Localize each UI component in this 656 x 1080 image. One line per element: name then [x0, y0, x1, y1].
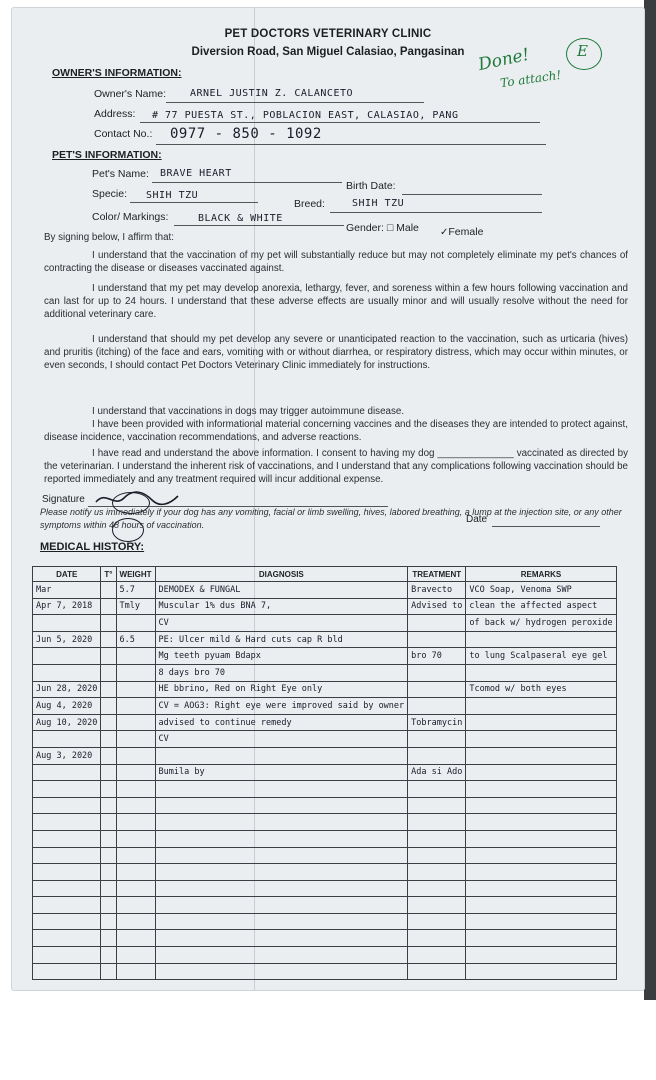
temperature-cell [101, 814, 116, 831]
clinic-address: Diversion Road, San Miguel Calasiao, Pangasinan [191, 46, 465, 58]
remarks-cell [466, 664, 616, 681]
treatment-cell [408, 930, 466, 947]
table-row [33, 681, 617, 698]
diagnosis-cell [155, 913, 408, 930]
treatment-cell: Bravecto [408, 582, 466, 599]
remarks-cell [466, 781, 616, 798]
temperature-cell [101, 930, 116, 947]
table-row [33, 880, 617, 897]
treatment-cell: bro 70 [408, 648, 466, 665]
remarks-cell [466, 797, 616, 814]
diagnosis-cell [155, 864, 408, 881]
weight-cell [116, 830, 155, 847]
table-row [33, 582, 617, 599]
treatment-cell [408, 747, 466, 764]
circled-letter: E [577, 42, 588, 60]
remarks-cell: of back w/ hydrogen peroxide [466, 615, 616, 632]
consent-intro: By signing below, I affirm that: [44, 232, 174, 243]
address-line [140, 122, 540, 123]
table-row [33, 747, 617, 764]
diagnosis-cell: Muscular 1% dus BNA 7, [155, 598, 408, 615]
species-value: SHIH TZU [146, 190, 199, 201]
weight-cell [116, 814, 155, 831]
temperature-cell [101, 864, 116, 881]
medical-history-title: MEDICAL HISTORY: [40, 541, 145, 553]
table-row [33, 797, 617, 814]
treatment-cell [408, 681, 466, 698]
diagnosis-cell: Mg teeth pyuam Bdapx [155, 648, 408, 665]
remarks-cell [466, 947, 616, 964]
table-row [33, 930, 617, 947]
breed-value: SHIH TZU [352, 198, 405, 209]
date-cell [33, 615, 101, 632]
treatment-cell: Ada si Ado [408, 764, 466, 781]
notify-instructions: Please notify us immediately if your dog has any vomiting, facial or limb swelling, hives, labored breathing, a lump at the injection site, or any other symptoms within 48 hours of vaccination. [40, 507, 622, 530]
medical-history-table [32, 566, 617, 980]
temperature-cell [101, 847, 116, 864]
breed-label: Breed: [294, 198, 325, 210]
diagnosis-header: DIAGNOSIS [155, 567, 408, 582]
diagnosis-cell: CV [155, 731, 408, 748]
table-row [33, 615, 617, 632]
date-label: Date [466, 514, 488, 525]
scan-edge [644, 0, 656, 1000]
temperature-cell [101, 913, 116, 930]
date-cell [33, 864, 101, 881]
clinic-name: PET DOCTORS VETERINARY CLINIC [224, 28, 432, 40]
diagnosis-cell [155, 880, 408, 897]
temperature-cell [101, 880, 116, 897]
weight-cell [116, 847, 155, 864]
weight-cell [116, 615, 155, 632]
treatment-header: TREATMENT [408, 567, 466, 582]
remarks-cell [466, 830, 616, 847]
female-checkmark-icon: ✓ [440, 227, 449, 238]
pet-name-value: BRAVE HEART [160, 168, 232, 179]
table-row [33, 598, 617, 615]
color-label: Color/ Markings: [92, 211, 169, 223]
diagnosis-cell: 8 days bro 70 [155, 664, 408, 681]
remarks-cell [466, 930, 616, 947]
date-header: DATE [33, 567, 101, 582]
table-row [33, 963, 617, 980]
table-row [33, 864, 617, 881]
gender-female-label: Female [448, 226, 484, 238]
remarks-cell: VCO Soap, Venoma SWP [466, 582, 616, 599]
diagnosis-cell [155, 747, 408, 764]
date-cell [33, 814, 101, 831]
contact-line [156, 144, 546, 145]
table-row [33, 664, 617, 681]
breed-line [330, 212, 542, 213]
date-cell [33, 781, 101, 798]
temperature-cell [101, 648, 116, 665]
temperature-cell [101, 947, 116, 964]
birth-date-line [402, 194, 542, 195]
date-cell [33, 731, 101, 748]
signature-label: Signature [42, 494, 85, 505]
pet-name-line [152, 182, 342, 183]
diagnosis-cell: DEMODEX & FUNGAL [155, 582, 408, 599]
remarks-cell [466, 714, 616, 731]
remarks-cell [466, 847, 616, 864]
color-value: BLACK & WHITE [198, 213, 283, 224]
diagnosis-cell [155, 797, 408, 814]
table-row [33, 731, 617, 748]
remarks-cell [466, 897, 616, 914]
weight-header: WEIGHT [116, 567, 155, 582]
weight-cell: 6.5 [116, 631, 155, 648]
date-cell [33, 797, 101, 814]
temperature-cell [101, 582, 116, 599]
treatment-cell: Advised to [408, 598, 466, 615]
date-cell: Aug 4, 2020 [33, 698, 101, 715]
diagnosis-cell [155, 897, 408, 914]
diagnosis-cell [155, 830, 408, 847]
diagnosis-cell: CV [155, 615, 408, 632]
species-line [130, 202, 258, 203]
diagnosis-cell [155, 963, 408, 980]
treatment-cell [408, 864, 466, 881]
consent-paragraph-3: I understand that should my pet develop any severe or unanticipated reaction to the vaccination, such as urticaria (hives) and pruritis (itching) of the face and ears, vomiting with or without diarrhea, or respiratory distress, which may occur within minutes, or even seconds, I should contact Pet Doctors Veterinary Clinic immediately for instructions. [44, 334, 628, 372]
date-cell: Aug 10, 2020 [33, 714, 101, 731]
contact-label: Contact No.: [94, 128, 153, 140]
temperature-cell [101, 963, 116, 980]
diagnosis-cell [155, 930, 408, 947]
diagnosis-cell [155, 847, 408, 864]
weight-cell [116, 897, 155, 914]
temperature-cell [101, 664, 116, 681]
weight-cell [116, 864, 155, 881]
temperature-cell [101, 747, 116, 764]
owner-name-line [166, 102, 424, 103]
weight-cell [116, 648, 155, 665]
temperature-cell [101, 830, 116, 847]
table-row [33, 814, 617, 831]
table-row [33, 947, 617, 964]
species-label: Specie: [92, 188, 128, 200]
remarks-cell [466, 864, 616, 881]
weight-cell [116, 913, 155, 930]
treatment-cell [408, 781, 466, 798]
weight-cell: Tmly [116, 598, 155, 615]
remarks-cell [466, 631, 616, 648]
treatment-cell [408, 731, 466, 748]
temperature-cell [101, 615, 116, 632]
consent-paragraph-5: I have been provided with informational material concerning vaccines and the diseases they are intended to protect against, disease incidence, vaccination recommendations, and adverse reactions. [44, 419, 628, 444]
weight-cell [116, 930, 155, 947]
remarks-cell [466, 698, 616, 715]
to-attach-annotation: To attach! [499, 67, 563, 91]
temperature-cell [101, 714, 116, 731]
consent-paragraph-2: I understand that my pet may develop anorexia, lethargy, fever, and soreness within a few hours following vaccination and can last for up to 24 hours. I understand that these adverse effects are usually minor and will usually resolve without the need for additional veterinary care. [44, 283, 628, 321]
address-label: Address: [94, 108, 136, 120]
remarks-cell [466, 731, 616, 748]
weight-cell [116, 747, 155, 764]
date-cell [33, 764, 101, 781]
date-cell: Mar [33, 582, 101, 599]
table-row [33, 764, 617, 781]
treatment-cell: Tobramycin [408, 714, 466, 731]
pet-section-title: PET'S INFORMATION: [52, 149, 162, 161]
table-row [33, 913, 617, 930]
owner-section-title: OWNER'S INFORMATION: [52, 67, 182, 79]
remarks-cell [466, 747, 616, 764]
temperature-cell [101, 598, 116, 615]
treatment-cell [408, 880, 466, 897]
consent-paragraph-4: I understand that vaccinations in dogs may trigger autoimmune disease. [92, 406, 405, 417]
weight-cell [116, 681, 155, 698]
treatment-cell [408, 797, 466, 814]
temperature-header: T° [101, 567, 116, 582]
weight-cell [116, 880, 155, 897]
consent-paragraph-6: I have read and understand the above information. I consent to having my dog ______________ vaccinated as directed by the veterinarian. I understand the inherent risk of vaccinations, and I understand that any complications following vaccination should be reported immediately and any treatment required will incur additional expense. [44, 448, 628, 486]
remarks-cell [466, 913, 616, 930]
date-cell [33, 830, 101, 847]
table-row [33, 830, 617, 847]
date-cell: Aug 3, 2020 [33, 747, 101, 764]
temperature-cell [101, 781, 116, 798]
remarks-cell: Tcomod w/ both eyes [466, 681, 616, 698]
date-cell [33, 947, 101, 964]
birth-date-label: Birth Date: [346, 180, 396, 192]
remarks-cell: clean the affected aspect [466, 598, 616, 615]
remarks-cell: to lung Scalpaseral eye gel [466, 648, 616, 665]
date-cell [33, 847, 101, 864]
weight-cell [116, 764, 155, 781]
weight-cell [116, 698, 155, 715]
remarks-cell [466, 880, 616, 897]
color-line [174, 225, 344, 226]
table-row [33, 648, 617, 665]
diagnosis-cell: HE bbrino, Red on Right Eye only [155, 681, 408, 698]
treatment-cell [408, 698, 466, 715]
weight-cell [116, 781, 155, 798]
temperature-cell [101, 797, 116, 814]
remarks-cell [466, 963, 616, 980]
weight-cell [116, 664, 155, 681]
date-cell [33, 963, 101, 980]
temperature-cell [101, 731, 116, 748]
weight-cell [116, 714, 155, 731]
treatment-cell [408, 847, 466, 864]
treatment-cell [408, 814, 466, 831]
pet-name-label: Pet's Name: [92, 168, 149, 180]
date-cell: Jun 28, 2020 [33, 681, 101, 698]
date-cell [33, 930, 101, 947]
weight-cell [116, 963, 155, 980]
temperature-cell [101, 681, 116, 698]
date-cell [33, 897, 101, 914]
treatment-cell [408, 631, 466, 648]
date-cell [33, 664, 101, 681]
weight-cell [116, 797, 155, 814]
table-row [33, 714, 617, 731]
date-cell [33, 880, 101, 897]
address-value: # 77 PUESTA ST., POBLACION EAST, CALASIAO, PANG [152, 110, 459, 121]
weight-cell: 5.7 [116, 582, 155, 599]
treatment-cell [408, 830, 466, 847]
diagnosis-cell [155, 781, 408, 798]
temperature-cell [101, 698, 116, 715]
weight-cell [116, 731, 155, 748]
contact-value: 0977 - 850 - 1092 [170, 126, 322, 142]
diagnosis-cell: advised to continue remedy [155, 714, 408, 731]
diagnosis-cell [155, 947, 408, 964]
diagnosis-cell [155, 814, 408, 831]
temperature-cell [101, 764, 116, 781]
table-row [33, 698, 617, 715]
remarks-cell [466, 814, 616, 831]
date-cell: Apr 7, 2018 [33, 598, 101, 615]
date-cell: Jun 5, 2020 [33, 631, 101, 648]
gender-label: Gender: □ Male [346, 222, 419, 234]
temperature-cell [101, 897, 116, 914]
date-cell [33, 913, 101, 930]
remarks-cell [466, 764, 616, 781]
treatment-cell [408, 963, 466, 980]
owner-name-value: ARNEL JUSTIN Z. CALANCETO [190, 88, 354, 99]
weight-cell [116, 947, 155, 964]
treatment-cell [408, 615, 466, 632]
done-annotation: Done! [476, 44, 532, 76]
temperature-cell [101, 631, 116, 648]
date-cell [33, 648, 101, 665]
table-row [33, 781, 617, 798]
remarks-header: REMARKS [466, 567, 616, 582]
table-row [33, 847, 617, 864]
treatment-cell [408, 664, 466, 681]
treatment-cell [408, 897, 466, 914]
treatment-cell [408, 913, 466, 930]
table-row [33, 631, 617, 648]
owner-name-label: Owner's Name: [94, 88, 167, 100]
diagnosis-cell: CV = AOG3: Right eye were improved said by owner [155, 698, 408, 715]
treatment-cell [408, 947, 466, 964]
table-row [33, 897, 617, 914]
table-header-row [33, 567, 617, 582]
diagnosis-cell: Bumila by [155, 764, 408, 781]
consent-paragraph-1: I understand that the vaccination of my pet will substantially reduce but may not completely eliminate my pet's chances of contracting the disease or diseases vaccinated against. [44, 250, 628, 275]
diagnosis-cell: PE: Ulcer mild & Hard cuts cap R bld [155, 631, 408, 648]
